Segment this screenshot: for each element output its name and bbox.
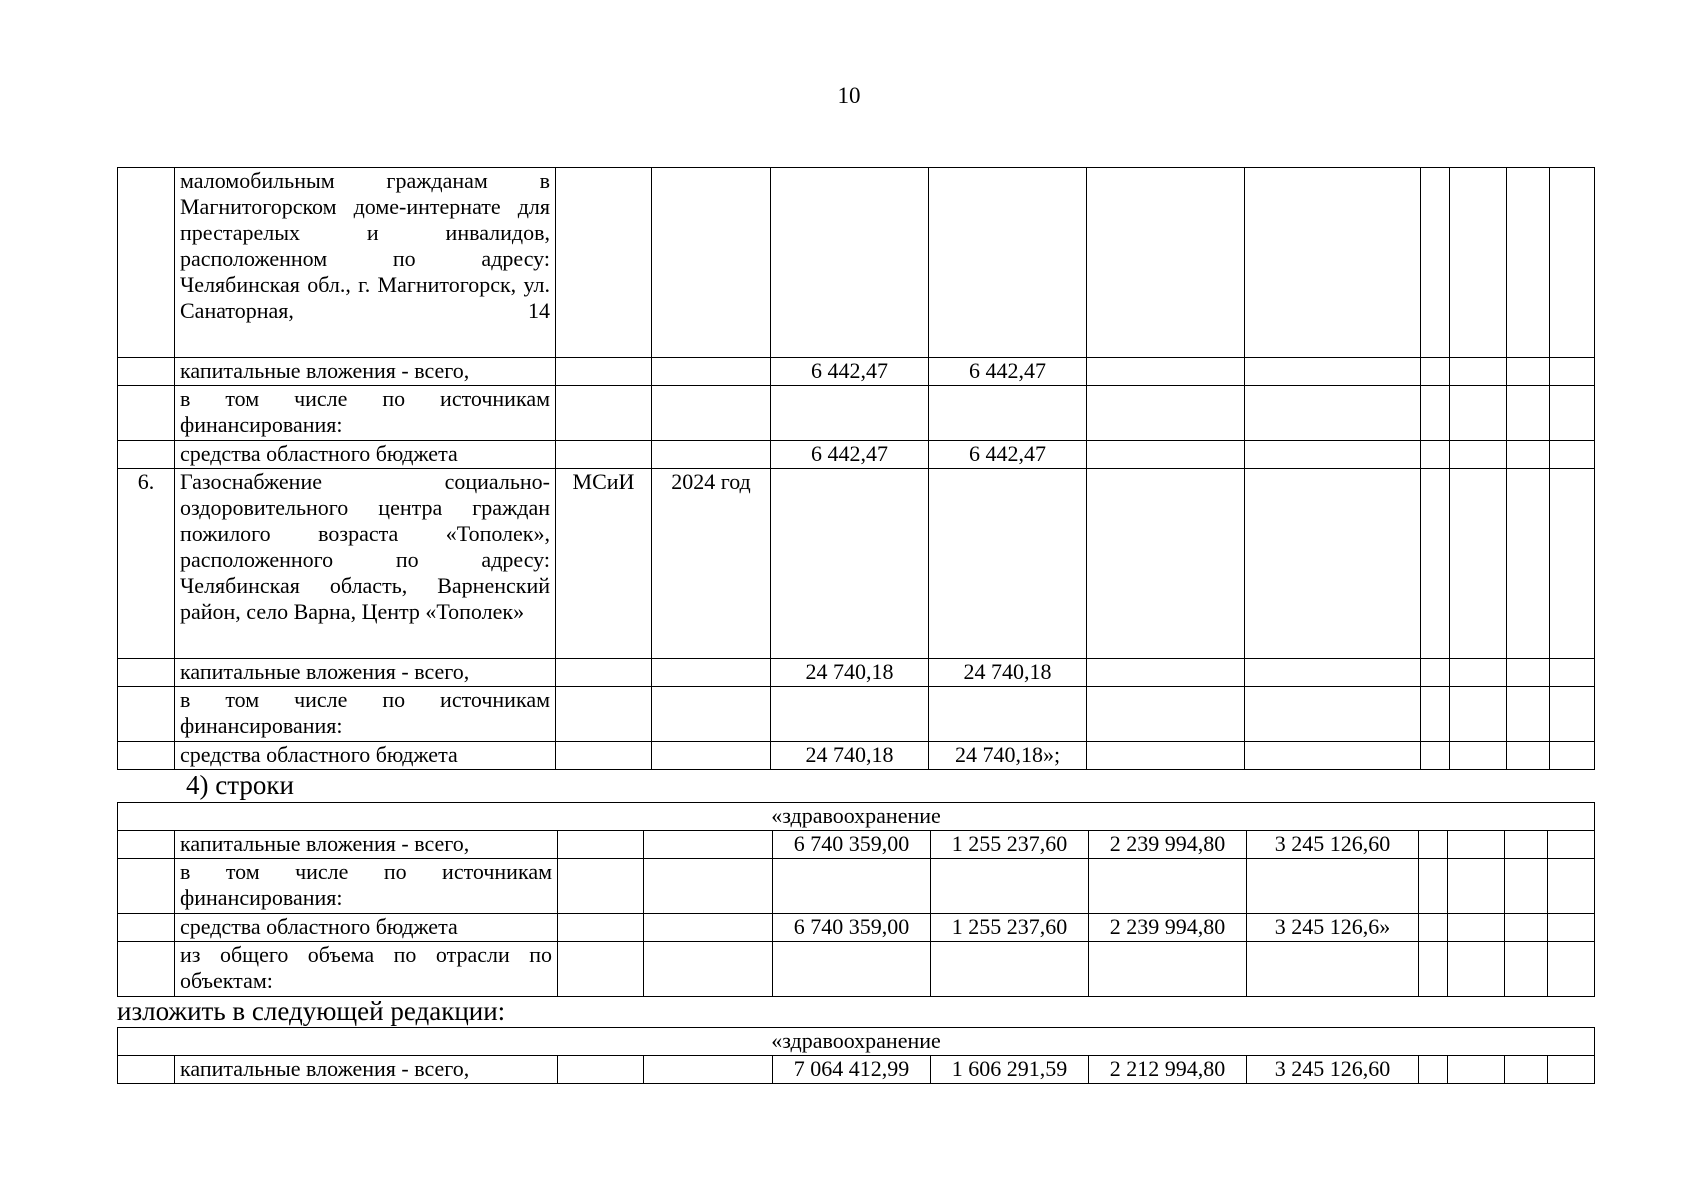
- section-header: «здравоохранение: [118, 1028, 1595, 1056]
- organization-cell: [558, 831, 644, 859]
- year1-cell: 24 740,18: [929, 659, 1087, 687]
- year2-cell: [1087, 441, 1245, 469]
- empty-cell: [1450, 469, 1507, 659]
- empty-cell: [1507, 441, 1550, 469]
- table-row: [118, 441, 1595, 469]
- organization-cell: [558, 942, 644, 997]
- year-cell: [644, 859, 773, 914]
- year2-cell: [1087, 687, 1245, 742]
- year-cell: [652, 441, 771, 469]
- empty-cell: [1505, 1056, 1548, 1084]
- year2-cell: 2 212 994,80: [1089, 1056, 1247, 1084]
- year-cell: 2024 год: [652, 469, 771, 659]
- total-cell: [773, 942, 931, 997]
- empty-cell: [1419, 859, 1448, 914]
- empty-cell: [1550, 659, 1595, 687]
- empty-cell: [1548, 1056, 1595, 1084]
- empty-cell: [1505, 859, 1548, 914]
- year2-cell: 2 239 994,80: [1089, 831, 1247, 859]
- year3-cell: [1245, 386, 1421, 441]
- table-row: [118, 659, 1595, 687]
- organization-cell: [556, 358, 652, 386]
- row-number-cell: [118, 742, 175, 770]
- row-number-cell: [118, 441, 175, 469]
- empty-cell: [1421, 687, 1450, 742]
- empty-cell: [1419, 914, 1448, 942]
- total-cell: [771, 469, 929, 659]
- empty-cell: [1421, 659, 1450, 687]
- row-number-cell: [118, 914, 175, 942]
- year3-cell: 3 245 126,60: [1247, 1056, 1419, 1084]
- row-number-cell: [118, 942, 175, 997]
- year2-cell: [1087, 742, 1245, 770]
- objects-table: [117, 167, 1595, 770]
- year2-cell: [1087, 358, 1245, 386]
- empty-cell: [1550, 386, 1595, 441]
- table-row: [118, 742, 1595, 770]
- year1-cell: 1 255 237,60: [931, 831, 1089, 859]
- description-cell: капитальные вложения - всего,: [175, 1056, 558, 1084]
- year1-cell: 24 740,18»;: [929, 742, 1087, 770]
- year3-cell: [1245, 441, 1421, 469]
- empty-cell: [1450, 659, 1507, 687]
- organization-cell: МСиИ: [556, 469, 652, 659]
- total-cell: 24 740,18: [771, 659, 929, 687]
- description-cell: в том числе по источникам финансирования:: [175, 687, 556, 742]
- empty-cell: [1550, 469, 1595, 659]
- year1-cell: [929, 168, 1087, 358]
- empty-cell: [1421, 386, 1450, 441]
- year1-cell: [931, 942, 1089, 997]
- empty-cell: [1448, 1056, 1505, 1084]
- year-cell: [652, 168, 771, 358]
- empty-cell: [1450, 441, 1507, 469]
- total-cell: [771, 386, 929, 441]
- year-cell: [644, 1056, 773, 1084]
- empty-cell: [1548, 914, 1595, 942]
- empty-cell: [1548, 859, 1595, 914]
- total-cell: [771, 687, 929, 742]
- organization-cell: [556, 386, 652, 441]
- page-number: 10: [837, 83, 861, 108]
- empty-cell: [1448, 942, 1505, 997]
- empty-cell: [1505, 831, 1548, 859]
- section-label-edit: изложить в следующей редакции:: [117, 996, 506, 1026]
- year3-cell: 3 245 126,60: [1247, 831, 1419, 859]
- table-header-row: [118, 1028, 1595, 1056]
- table-row: [118, 168, 1595, 358]
- year2-cell: 2 239 994,80: [1089, 914, 1247, 942]
- year-cell: [652, 687, 771, 742]
- organization-cell: [556, 168, 652, 358]
- year2-cell: [1087, 469, 1245, 659]
- empty-cell: [1550, 742, 1595, 770]
- description-cell: капитальные вложения - всего,: [175, 831, 558, 859]
- description-cell: капитальные вложения - всего,: [175, 659, 556, 687]
- empty-cell: [1450, 386, 1507, 441]
- description-cell: капитальные вложения - всего,: [175, 358, 556, 386]
- organization-cell: [556, 687, 652, 742]
- empty-cell: [1505, 914, 1548, 942]
- total-cell: 6 740 359,00: [773, 831, 931, 859]
- empty-cell: [1448, 859, 1505, 914]
- healthcare-table-old: [117, 802, 1595, 997]
- year3-cell: [1247, 859, 1419, 914]
- empty-cell: [1505, 942, 1548, 997]
- table-row: [118, 1056, 1595, 1084]
- total-cell: 6 740 359,00: [773, 914, 931, 942]
- year-cell: [644, 831, 773, 859]
- table-row: [118, 358, 1595, 386]
- total-cell: 6 442,47: [771, 441, 929, 469]
- empty-cell: [1448, 831, 1505, 859]
- total-cell: 24 740,18: [771, 742, 929, 770]
- organization-cell: [556, 441, 652, 469]
- row-number-cell: [118, 831, 175, 859]
- description-cell: в том числе по источникам финансирования:: [175, 386, 556, 441]
- year1-cell: 1 255 237,60: [931, 914, 1089, 942]
- row-number-cell: [118, 1056, 175, 1084]
- description-cell: средства областного бюджета: [175, 742, 556, 770]
- organization-cell: [556, 659, 652, 687]
- empty-cell: [1550, 441, 1595, 469]
- empty-cell: [1421, 469, 1450, 659]
- organization-cell: [558, 914, 644, 942]
- table-header-row: [118, 803, 1595, 831]
- year-cell: [652, 742, 771, 770]
- row-number-cell: [118, 358, 175, 386]
- healthcare-table-new: [117, 1027, 1595, 1084]
- total-cell: [771, 168, 929, 358]
- row-number-cell: [118, 859, 175, 914]
- section-label-rows: 4) строки: [186, 770, 294, 800]
- empty-cell: [1548, 831, 1595, 859]
- table-row: [118, 687, 1595, 742]
- empty-cell: [1419, 1056, 1448, 1084]
- empty-cell: [1419, 831, 1448, 859]
- empty-cell: [1550, 168, 1595, 358]
- year3-cell: [1245, 687, 1421, 742]
- empty-cell: [1507, 659, 1550, 687]
- empty-cell: [1548, 942, 1595, 997]
- year1-cell: 6 442,47: [929, 441, 1087, 469]
- year3-cell: [1245, 469, 1421, 659]
- year-cell: [644, 914, 773, 942]
- empty-cell: [1507, 742, 1550, 770]
- year2-cell: [1089, 859, 1247, 914]
- year2-cell: [1089, 942, 1247, 997]
- year1-cell: [929, 386, 1087, 441]
- description-cell: Газоснабжение социально-оздоровительного центра граждан пожилого возраста «Тополек», расположенного по адресу: Челябинская область, Варненский район, село Варна, Центр «Тополек»: [175, 469, 556, 659]
- empty-cell: [1419, 942, 1448, 997]
- total-cell: [773, 859, 931, 914]
- year2-cell: [1087, 659, 1245, 687]
- year1-cell: [929, 687, 1087, 742]
- description-cell: средства областного бюджета: [175, 914, 558, 942]
- year3-cell: [1247, 942, 1419, 997]
- year3-cell: [1245, 659, 1421, 687]
- organization-cell: [556, 742, 652, 770]
- row-number-cell: [118, 659, 175, 687]
- table-row: [118, 386, 1595, 441]
- row-number-cell: [118, 687, 175, 742]
- empty-cell: [1507, 386, 1550, 441]
- year1-cell: [929, 469, 1087, 659]
- description-cell: маломобильным гражданам в Магнитогорском доме-интернате для престарелых и инвалидов, расположенном по адресу: Челябинская обл., г. Магнитогорск, ул. Санаторная, 14: [175, 168, 556, 358]
- description-cell: средства областного бюджета: [175, 441, 556, 469]
- table-row: [118, 859, 1595, 914]
- row-number-cell: [118, 168, 175, 358]
- empty-cell: [1421, 358, 1450, 386]
- table-row: [118, 914, 1595, 942]
- empty-cell: [1507, 469, 1550, 659]
- empty-cell: [1550, 358, 1595, 386]
- description-cell: в том числе по источникам финансирования:: [175, 859, 558, 914]
- year2-cell: [1087, 386, 1245, 441]
- empty-cell: [1507, 687, 1550, 742]
- row-number-cell: [118, 386, 175, 441]
- year3-cell: [1245, 168, 1421, 358]
- year-cell: [652, 358, 771, 386]
- table-row: [118, 831, 1595, 859]
- organization-cell: [558, 1056, 644, 1084]
- year3-cell: [1245, 742, 1421, 770]
- year2-cell: [1087, 168, 1245, 358]
- year-cell: [652, 659, 771, 687]
- year1-cell: 6 442,47: [929, 358, 1087, 386]
- table-row: [118, 942, 1595, 997]
- empty-cell: [1450, 358, 1507, 386]
- year3-cell: 3 245 126,6»: [1247, 914, 1419, 942]
- total-cell: 6 442,47: [771, 358, 929, 386]
- year-cell: [644, 942, 773, 997]
- empty-cell: [1421, 742, 1450, 770]
- row-number-cell: 6.: [118, 469, 175, 659]
- empty-cell: [1448, 914, 1505, 942]
- empty-cell: [1421, 168, 1450, 358]
- year-cell: [652, 386, 771, 441]
- total-cell: 7 064 412,99: [773, 1056, 931, 1084]
- year1-cell: [931, 859, 1089, 914]
- organization-cell: [558, 859, 644, 914]
- table-row: [118, 469, 1595, 659]
- empty-cell: [1450, 742, 1507, 770]
- empty-cell: [1450, 687, 1507, 742]
- empty-cell: [1507, 358, 1550, 386]
- empty-cell: [1507, 168, 1550, 358]
- empty-cell: [1421, 441, 1450, 469]
- empty-cell: [1450, 168, 1507, 358]
- year1-cell: 1 606 291,59: [931, 1056, 1089, 1084]
- section-header: «здравоохранение: [118, 803, 1595, 831]
- empty-cell: [1550, 687, 1595, 742]
- year3-cell: [1245, 358, 1421, 386]
- description-cell: из общего объема по отрасли по объектам:: [175, 942, 558, 997]
